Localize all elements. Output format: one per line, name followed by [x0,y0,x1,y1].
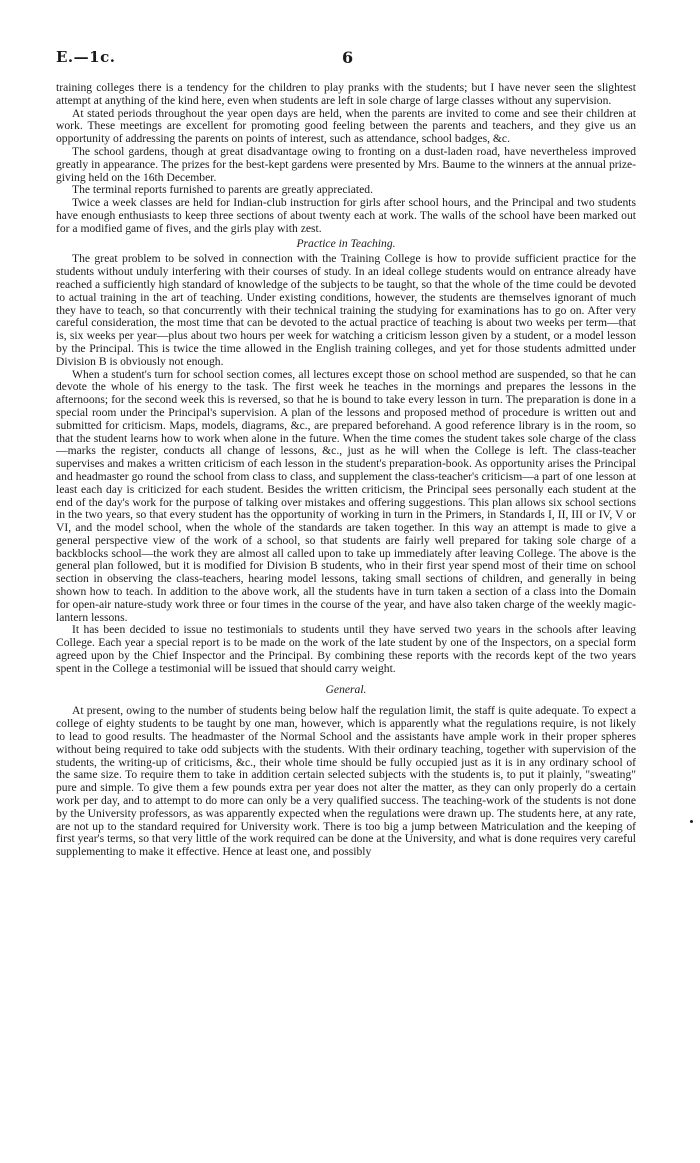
section-heading-practice: Practice in Teaching. [296,236,396,250]
paragraph-9: At present, owing to the number of students being below half the regulation limit, the staff is quite adequate. To expect a college of eighty students to be taught by one man, however, which is apparently what the regulations require, is not likely to lead to good results. The headmaster of the Normal School and the assistants have ample work in their proper spheres without being required to take odd subjects with the students. With their ordinary teaching, together with supervision of the students, the writing-up of criticisms, &c., their whole time should be fully occupied just as it is in any ordinary school of the same size. To require them to take in addition certain selected subjects with the students is, to put it plainly, "sweating" pure and simple. To give them a few pounds extra per year does not alter the matter, as they can only properly do a certain work per day, and to attempt to do more can only be a very qualified success. The teaching-work of the students is not done by the University professors, as was apparently expected when the regulations were drawn up. The students here, at any rate, are not up to the standard required for University work. There is too big a jump between Matriculation and the keeping of first year's terms, so that very little of the work required can be done at the University, and what is done requires very careful supplementing to make it effective. Hence at least one, and possibly [56,704,636,859]
scan-speck [690,820,693,823]
paragraph-5: Twice a week classes are held for Indian-club instruction for girls after school hours, and the Principal and two students have enough enthusiasts to keep three sections of about twenty each at work. The walls of the school have been marked out for a modified game of fives, and the girls play with zest. [56,196,636,235]
paragraph-8: It has been decided to issue no testimonials to students until they have served two years in the schools after leaving College. Each year a special report is to be made on the work of the late student by one of the Inspectors, on a special form agreed upon by the Chief Inspector and the Principal. By combining these reports with the records kept of the two years spent in the College a testimonial will be issued that should carry weight. [56,623,636,675]
document-body [56,82,636,859]
page-number: 6 [342,48,354,67]
paragraph-3: The school gardens, though at great disadvantage owing to fronting on a dust-laden road, have nevertheless improved greatly in appearance. The prizes for the best-kept gardens were presented by Mrs. Baume to the winners at the annual prize-giving held on the 16th December. [56,144,636,184]
paragraph-7: When a student's turn for school section comes, all lectures except those on school method are suspended, so that he can devote the whole of his energy to the task. The first week he teaches in the mornings and prepares the lessons in the afternoons; for the second week this is reversed, so that he is bound to take every lesson in turn. The preparation is done in a special room under the Principal's supervision. A plan of the lessons and proposed method of procedure is written out and submitted for criticism. Maps, models, diagrams, &c., are prepared beforehand. A good reference library is in the room, so that the student learns how to work when alone in the future. When the time comes the student takes sole charge of the class—marks the register, conducts all change of lessons, &c., just as he will when the College is left. The class-teacher supervises and makes a written criticism of each lesson in the student's preparation-book. As opportunity arises the Principal and headmaster go round the school from class to class, and supplement the class-teacher's criticism—a part of one lesson at least each day is criticized for each student. Besides the written criticism, the Principal sees personally each student at the end of the day's work for the purpose of talking over mistakes and offering suggestions. This plan allows six school sections in the two years, so that every student has the opportunity of working in turn in the Primers, in Standards I, II, III or IV, V or VI, and the model school, when the whole of the standards are taken together. In this way an attempt is made to give a general perspective view of the work of a school, so that students are fairly well prepared for taking sole charge of a backblocks school—the work they are almost all called upon to take up immediately after leaving College. The above is the general plan followed, but it is modified for Division B students, who in their first year spend most of their time on school section in observing the class-teachers, hearing model lessons, taking small sections of children, and generally in being shown how to teach. In addition to the above work, all the students have in turn taken a section of a class into the Domain for open-air nature-study work three or four times in the course of the year, and have also taken charge of the weekly magic-lantern lessons. [56,367,636,624]
paragraph-1: training colleges there is a tendency for the children to play pranks with the students; but I have never seen the slightest attempt at anything of the kind here, even when students are left in sole charge of large classes without any supervision. [56,81,636,107]
paragraph-6: The great problem to be solved in connection with the Training College is how to provide sufficient practice for the students without unduly interfering with their courses of study. In an ideal college students would on entrance already have reached a sufficiently high standard of knowledge of the subjects to be taught, so that the whole of the time could be devoted to actual training in the art of teaching. Under existing conditions, however, the students are themselves ignorant of much they have to teach, so that concurrently with their technical training the studying for examinations has to go on. After very careful consideration, the most time that can be devoted to the actual practice of teaching is about two weeks per term—that is, six weeks per year—plus about two hours per week for watching a criticism lesson given by a student, or a model lesson by the Principal. This is twice the time allowed in the English training colleges, and yet for those students admitted under Division B is obviously not enough. [56,252,636,368]
document-page [56,48,636,859]
section-heading-general: General. [325,682,367,696]
document-reference: E.—1c. [56,48,116,66]
paragraph-2: At stated periods throughout the year open days are held, when the parents are invited to come and see their children at work. These meetings are excellent for promoting good feeling between the parents and teachers, and they give us an opportunity of addressing the parents on points of interest, such as attendance, school badges, &c. [56,106,636,146]
paragraph-4: The terminal reports furnished to parents are greatly appreciated. [72,183,373,197]
page-header [56,48,636,82]
